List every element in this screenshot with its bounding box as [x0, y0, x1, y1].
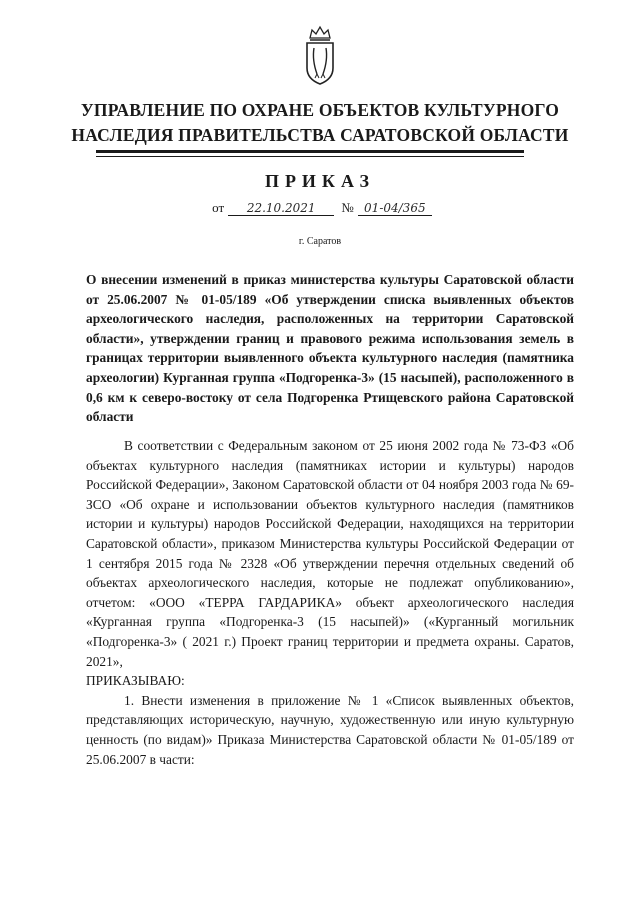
date-number-line — [0, 200, 640, 216]
city: г. Саратов — [298, 236, 342, 247]
header-rule-thin — [96, 156, 524, 157]
document-title: ПРИКАЗ — [264, 171, 376, 191]
handwritten-date: 22.10.2021 — [228, 201, 334, 216]
order-word: ПРИКАЗЫВАЮ: — [86, 673, 185, 689]
item-1-paragraph: 1. Внести изменения в приложение № 1 «Список выявленных объектов, представляющих историческую, научную, художественную или иную культурную ценность (по видам)» Приказа Министерства Саратовской области № 01-05/189 от 25.06.2007 в части: — [86, 692, 574, 767]
date-label: от — [212, 200, 225, 215]
coat-of-arms-icon — [303, 24, 337, 86]
order-body — [86, 436, 574, 769]
preamble-paragraph: В соответствии с Федеральным законом от 25 июня 2002 года № 73-ФЗ «Об объектах культурного наследия (памятниках истории и культуры) народов Российской Федерации», Законом Саратовской области от 04 ноября 2003 года № 69-ЗСО «Об охране и использовании объектов культурного наследия (памятников истории и культуры) народов Российской Федерации, находящихся на территории Саратовской области», приказом Министерства культуры Российской Федерации от 1 сентября 2015 года № 2328 «Об утверждении перечня отдельных сведений об объектах археологического наследия, которые не подлежат опубликованию», отчетом: «ООО «ТЕРРА ГАРДАРИКА» объект археологического наследия «Курганная группа «Подгоренка-3 (15 насыпей)» («Курганный могильник «Подгоренка-3» ( 2021 г.) Проект границ территории и предмета охраны. Саратов, 2021», — [86, 438, 574, 669]
organization-name — [0, 98, 640, 148]
header-rule-thick — [96, 150, 524, 153]
organization-line-2: НАСЛЕДИЯ ПРАВИТЕЛЬСТВА САРАТОВСКОЙ ОБЛАСТИ — [71, 125, 569, 145]
handwritten-number: 01-04/365 — [358, 201, 432, 216]
number-label: № — [341, 200, 354, 215]
order-subject-heading: О внесении изменений в приказ министерства культуры Саратовской области от 25.06.2007 № 01-05/189 «Об утверждении списка выявленных объектов археологического наследия, расположенных на территории Саратовской области», утверждении границ и правового режима использования земель в границах территории выявленного объекта культурного наследия (памятника археологии) Курганная группа «Подгоренка-3» (15 насыпей), расположенного в 0,6 км к северо-востоку от села Подгоренка Ртищевского района Саратовской области — [86, 272, 574, 425]
organization-line-1: УПРАВЛЕНИЕ ПО ОХРАНЕ ОБЪЕКТОВ КУЛЬТУРНОГО — [80, 100, 560, 120]
